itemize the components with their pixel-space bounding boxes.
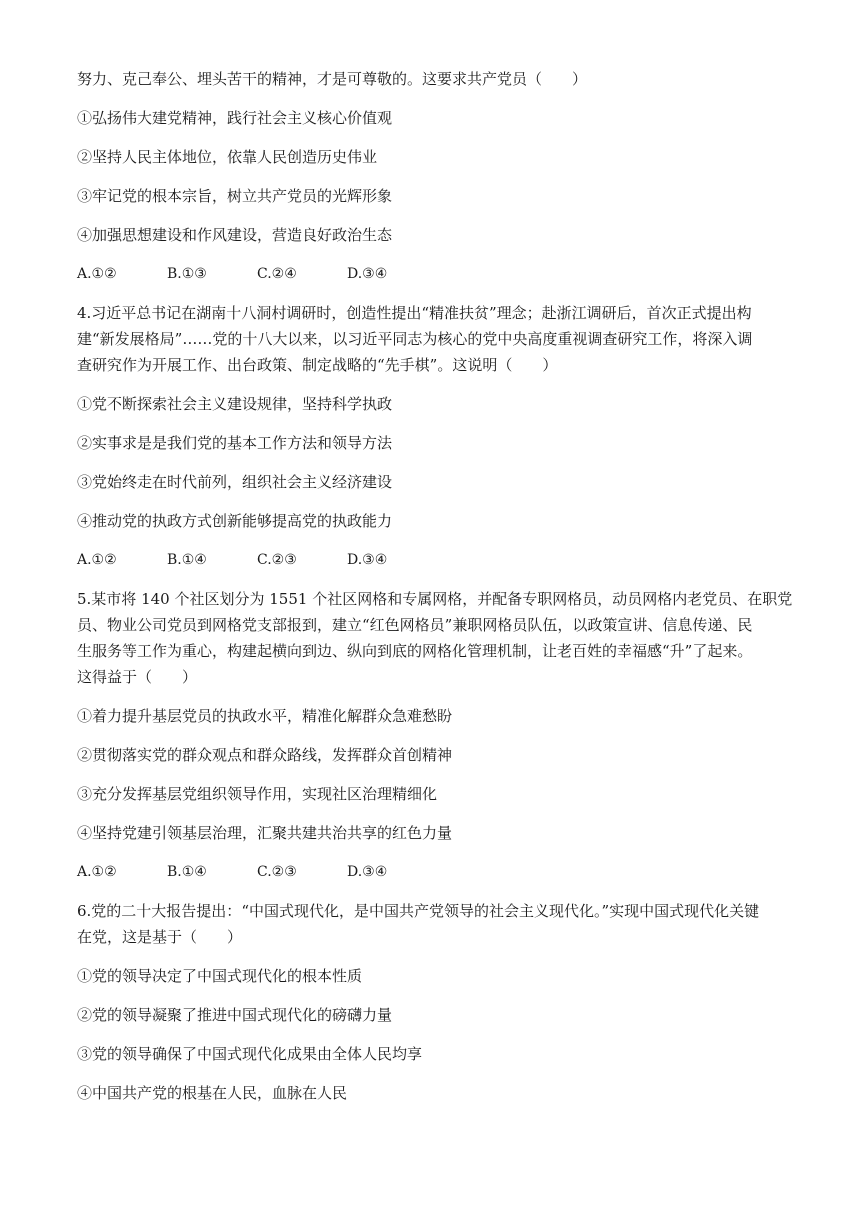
option-c: C.②③: [257, 552, 297, 568]
question-4-stem-line-2: 建“新发展格局”……党的十八大以来，以习近平同志为核心的党中央高度重视调查研究工作，将深入调: [77, 330, 753, 348]
exam-page: [77, 66, 793, 1106]
option-a: A.①②: [77, 552, 117, 568]
option-d: D.③④: [347, 864, 388, 880]
question-6-stem-line-2: 在党，这是基于（ ）: [77, 928, 243, 946]
question-3: [77, 66, 787, 287]
option-a: A.①②: [77, 266, 117, 282]
option-b: B.①④: [167, 552, 207, 568]
question-5-stem-line-3: 生服务等工作为重心，构建起横向到边、纵向到底的网格化管理机制，让老百姓的幸福感“升”了起来。: [77, 642, 753, 660]
question-6-item-3: ③党的领导确保了中国式现代化成果由全体人民均享: [77, 1045, 423, 1063]
question-4: [77, 300, 787, 573]
question-4-options: [77, 547, 787, 573]
question-5-stem-line-1: 5.某市将 140 个社区划分为 1551 个社区网格和专属网格，并配备专职网格员，动员网格内老党员、在职党: [77, 590, 793, 608]
question-3-stem: 努力、克己奉公、埋头苦干的精神，才是可尊敬的。这要求共产党员（ ）: [77, 70, 588, 88]
option-b: B.①④: [167, 864, 207, 880]
question-3-item-3: ③牢记党的根本宗旨，树立共产党员的光辉形象: [77, 187, 393, 205]
question-5-item-4: ④坚持党建引领基层治理，汇聚共建共治共享的红色力量: [77, 824, 453, 842]
question-5-item-3: ③充分发挥基层党组织领导作用，实现社区治理精细化: [77, 785, 438, 803]
question-4-item-1: ①党不断探索社会主义建设规律，坚持科学执政: [77, 395, 393, 413]
question-6: [77, 898, 787, 1106]
question-3-item-2: ②坚持人民主体地位，依靠人民创造历史伟业: [77, 148, 378, 166]
option-b: B.①③: [167, 266, 207, 282]
question-4-item-4: ④推动党的执政方式创新能够提高党的执政能力: [77, 512, 393, 530]
question-4-item-3: ③党始终走在时代前列，组织社会主义经济建设: [77, 473, 393, 491]
option-d: D.③④: [347, 266, 388, 282]
option-d: D.③④: [347, 552, 388, 568]
question-4-stem-line-3: 查研究作为开展工作、出台政策、制定战略的“先手棋”。这说明（ ）: [77, 356, 558, 374]
option-a: A.①②: [77, 864, 117, 880]
question-5-stem-line-2: 员、物业公司党员到网格党支部报到，建立“红色网格员”兼职网格员队伍，以政策宣讲、信息传递、民: [77, 616, 753, 634]
question-3-item-1: ①弘扬伟大建党精神，践行社会主义核心价值观: [77, 109, 393, 127]
option-c: C.②④: [257, 266, 297, 282]
question-3-options: [77, 261, 787, 287]
question-4-stem-line-1: 4.习近平总书记在湖南十八洞村调研时，创造性提出“精准扶贫”理念；赴浙江调研后，首次正式提出构: [77, 304, 752, 322]
question-6-item-4: ④中国共产党的根基在人民，血脉在人民: [77, 1084, 348, 1102]
question-5-options: [77, 859, 787, 885]
question-5-stem-line-4: 这得益于（ ）: [77, 668, 198, 686]
question-6-item-1: ①党的领导决定了中国式现代化的根本性质: [77, 967, 363, 985]
option-c: C.②③: [257, 864, 297, 880]
question-4-item-2: ②实事求是是我们党的基本工作方法和领导方法: [77, 434, 393, 452]
question-3-item-4: ④加强思想建设和作风建设，营造良好政治生态: [77, 226, 393, 244]
question-6-item-2: ②党的领导凝聚了推进中国式现代化的磅礴力量: [77, 1006, 393, 1024]
question-5-item-2: ②贯彻落实党的群众观点和群众路线，发挥群众首创精神: [77, 746, 453, 764]
question-5-item-1: ①着力提升基层党员的执政水平，精准化解群众急难愁盼: [77, 707, 453, 725]
question-5: [77, 586, 793, 885]
question-6-stem-line-1: 6.党的二十大报告提出：“中国式现代化，是中国共产党领导的社会主义现代化。”实现中国式现代化关键: [77, 902, 760, 920]
